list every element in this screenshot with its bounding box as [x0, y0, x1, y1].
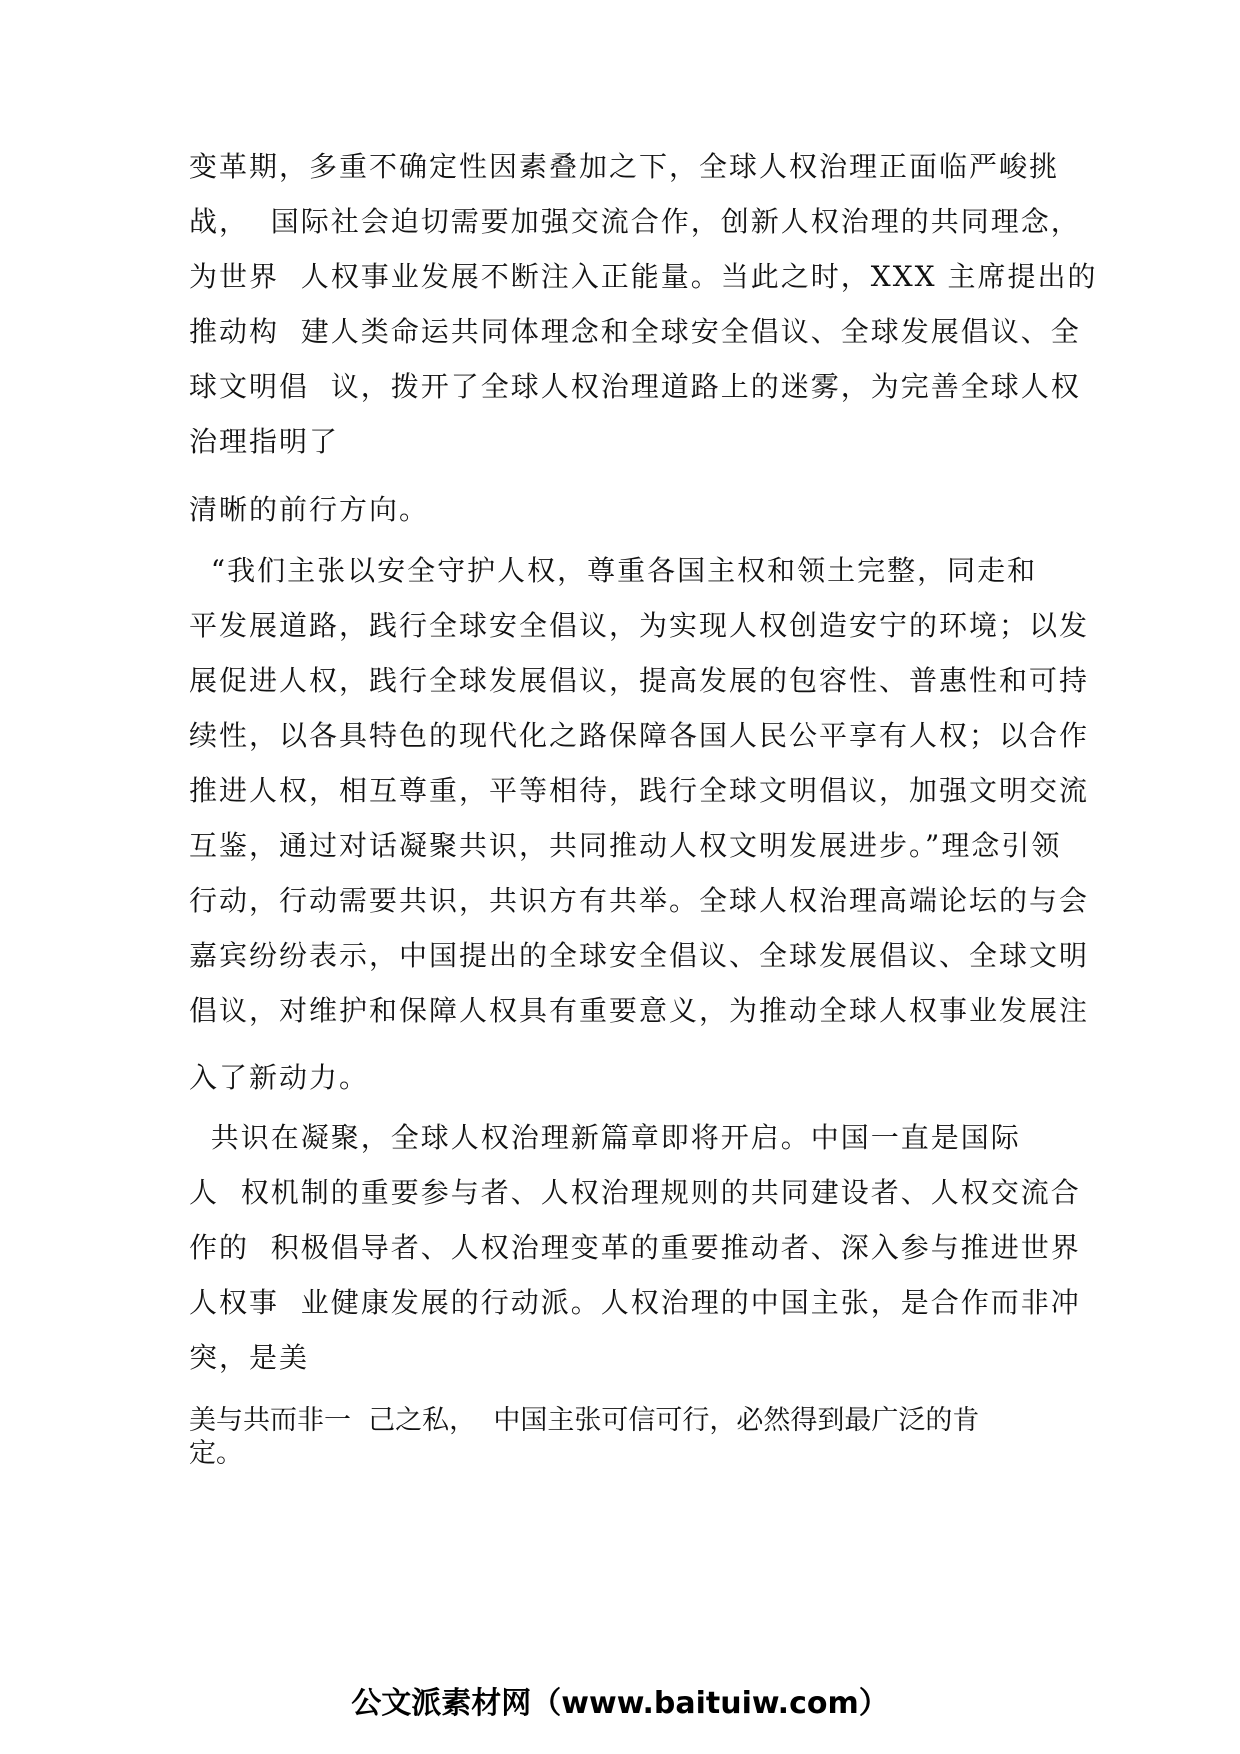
- paragraph-1-line-3: 为世界 人权事业发展不断注入正能量。当此之时，XXX 主席提出的: [189, 260, 1098, 293]
- paragraph-1-line-5: 球文明倡 议，拨开了全球人权治理道路上的迷雾，为完善全球人权: [189, 370, 1081, 403]
- paragraph-2-line-2: 平发展道路，践行全球安全倡议，为实现人权创造安宁的环境；以发: [189, 609, 1090, 642]
- paragraph-1-line-1: 变革期，多重不确定性因素叠加之下，全球人权治理正面临严峻挑: [189, 150, 1060, 183]
- paragraph-2-line-3: 展促进人权，践行全球发展倡议，提高发展的包容性、普惠性和可持: [189, 664, 1090, 697]
- paragraph-2-line-1: “我们主张以安全守护人权，尊重各国主权和领土完整，同走和: [189, 554, 1038, 587]
- paragraph-3-line-1: 共识在凝聚，全球人权治理新篇章即将开启。中国一直是国际: [189, 1121, 1021, 1154]
- paragraph-2-line-6: 互鉴，通过对话凝聚共识，共同推动人权文明发展进步。”理念引领: [189, 829, 1062, 862]
- paragraph-3-line-4: 人权事 业健康发展的行动派。人权治理的中国主张，是合作而非冲: [189, 1286, 1081, 1319]
- paragraph-1-line-2: 战， 国际社会迫切需要加强交流合作，创新人权治理的共同理念，: [189, 205, 1081, 238]
- footer-source-text: 公文派素材网（www.baituiw.com）: [351, 1686, 889, 1721]
- paragraph-2-line-9: 倡议，对维护和保障人权具有重要意义，为推动全球人权事业发展注: [189, 994, 1090, 1027]
- paragraph-2-line-5: 推进人权，相互尊重，平等相待，践行全球文明倡议，加强文明交流: [189, 774, 1090, 807]
- paragraph-2-line-4: 续性，以各具特色的现代化之路保障各国人民公平享有人权；以合作: [189, 719, 1090, 752]
- paragraph-2-line-7: 行动，行动需要共识，共识方有共举。全球人权治理高端论坛的与会: [189, 884, 1090, 917]
- paragraph-3-line-7: 定。: [189, 1438, 243, 1469]
- paragraph-2-line-8: 嘉宾纷纷表示，中国提出的全球安全倡议、全球发展倡议、全球文明: [189, 939, 1090, 972]
- paragraph-3-line-2: 人 权机制的重要参与者、人权治理规则的共同建设者、人权交流合: [189, 1176, 1081, 1209]
- paragraph-1-line-6: 治理指明了: [189, 425, 340, 458]
- paragraph-3-line-6: 美与共而非一 己之私， 中国主张可信可行，必然得到最广泛的肯: [189, 1405, 980, 1436]
- paragraph-3-line-5: 突，是美: [189, 1341, 310, 1374]
- paragraph-2-line-10: 入了新动力。: [189, 1061, 370, 1094]
- paragraph-1-line-7: 清晰的前行方向。: [189, 493, 430, 526]
- paragraph-1-line-4: 推动构 建人类命运共同体理念和全球安全倡议、全球发展倡议、全: [189, 315, 1081, 348]
- paragraph-3-line-3: 作的 积极倡导者、人权治理变革的重要推动者、深入参与推进世界: [189, 1231, 1081, 1264]
